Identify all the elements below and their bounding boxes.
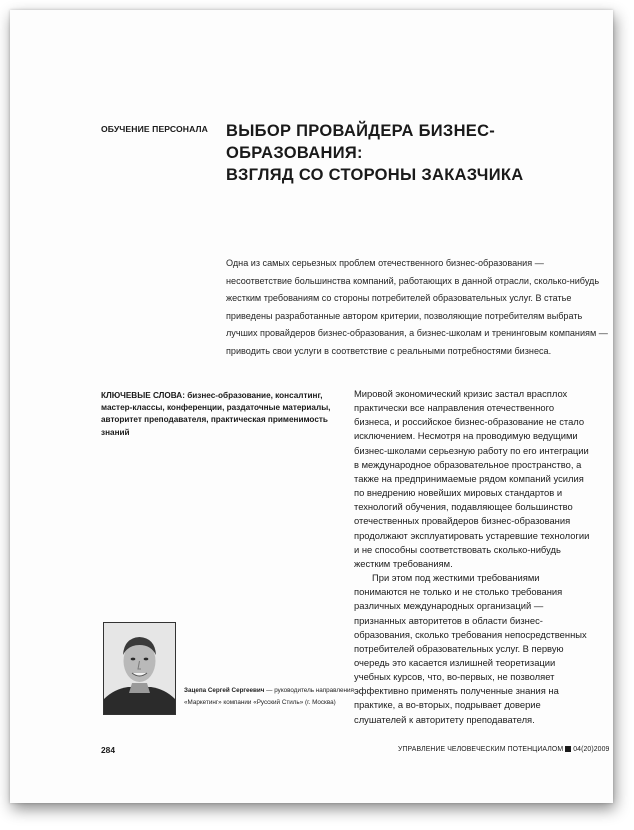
title-line-1: ВЫБОР ПРОВАЙДЕРА БИЗНЕС-ОБРАЗОВАНИЯ: xyxy=(226,122,496,162)
journal-issue: 04(20)2009 xyxy=(573,746,610,753)
author-role: — руководитель направления «Маркетинг» компании «Русский Стиль» (г. Москва) xyxy=(184,687,354,706)
journal-page xyxy=(10,10,613,803)
journal-footer xyxy=(398,746,612,753)
body-paragraph-1: Мировой экономический кризис застал врасплох практически все направления отечественного бизнеса, и российское бизнес-образование не стало исключением. Несмотря на проводимую ведущими бизнес-школами серьезную работу по его интеграции в международное образовательное пространство, а также на предпринимаемые рядом компаний усилия по внедрению новейших мировых стандартов и технологий обучения, подавляющее большинство отечественных провайдеров бизнес-образования продолжают эксплуатировать устаревшие технологии и не способны соответствовать сколько-нибудь жестким требованиям. xyxy=(354,388,590,569)
page-number: 284 xyxy=(101,745,115,755)
article-body xyxy=(354,387,594,727)
journal-name: УПРАВЛЕНИЕ ЧЕЛОВЕЧЕСКИМ ПОТЕНЦИАЛОМ xyxy=(398,746,564,753)
keywords: КЛЮЧЕВЫЕ СЛОВА: бизнес-образование, консалтинг, мастер-классы, конференции, раздаточные материалы, авторитет преподавателя, практическая применимость знаний xyxy=(101,391,331,437)
author-caption xyxy=(184,685,359,708)
section-label: ОБУЧЕНИЕ ПЕРСОНАЛА xyxy=(101,124,208,134)
author-photo xyxy=(103,622,176,715)
portrait-image xyxy=(104,623,175,714)
article-title xyxy=(226,120,616,186)
square-separator-icon xyxy=(565,746,571,752)
author-name: Зацепа Сергей Сергеевич xyxy=(184,687,265,694)
abstract-text: Одна из самых серьезных проблем отечественного бизнес-образования — несоответствие большинства компаний, работающих в данной отрасли, сколько-нибудь жестким требованиям со стороны потребителей образовательных услуг. В статье приведены разработанные автором критерии, позволяющие потребителям выбрать лучших провайдеров бизнес-образования, а бизнес-школам и тренинговым компаниям — приводить свои услуги в соответствие с реальными потребностями бизнеса. xyxy=(226,258,608,356)
body-paragraph-2: При этом под жесткими требованиями понимаются не только и не столько требования различных международных организаций — признанных авторитетов в области бизнес-образования, сколько требования непосредственных потребителей образовательных услуг. В первую очередь это касается излишней теоретизации учебных курсов, что, во-первых, не позволяет эффективно применять полученные знания на практике, а во-вторых, подрывает доверие слушателей к авторитету преподавателя. xyxy=(354,572,587,725)
abstract xyxy=(226,255,610,361)
title-line-2: ВЗГЛЯД СО СТОРОНЫ ЗАКАЗЧИКА xyxy=(226,166,524,184)
